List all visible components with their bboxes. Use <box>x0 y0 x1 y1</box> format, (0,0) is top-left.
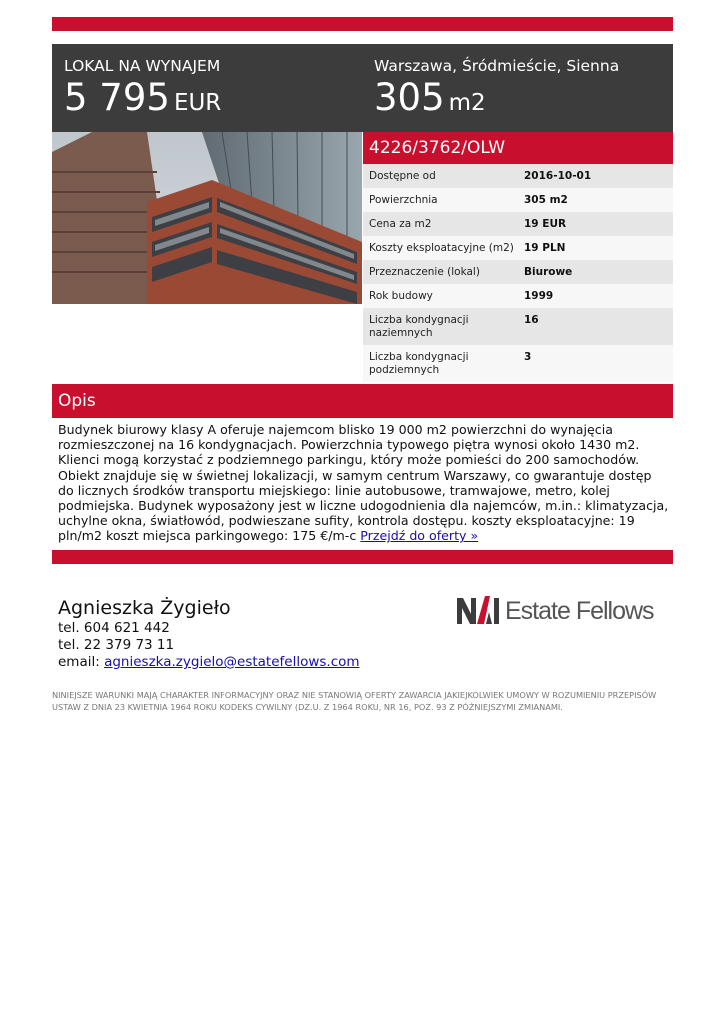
param-row <box>363 236 673 260</box>
area-unit: m2 <box>448 90 486 116</box>
contact-name: Agnieszka Żygieło <box>58 597 231 619</box>
company-logo <box>457 594 667 628</box>
description-text: Budynek biurowy klasy A oferuje najemcom blisko 19 000 m2 powierzchni do wynajęcia rozmieszczonej na 16 kondygnacjach. Powierzchnia typowego piętra wynosi około 1430 m2. Klienci mogą korzystać z podziemnego parkingu, który może pomieści do 200 samochodów. Obiekt znajduje się w świetnej lokalizacji, w samym centrum Warszawy, co gwarantuje dostęp do licznych środków transportu miejskiego: linie autobusowe, tramwajowe, metro, kolej podmiejska. Budynek wyposażony jest w liczne udogodnienia dla najemców, m.in.: klimatyzacja, uchylne okna, światłowód, podwieszane sufity, kontrola dostępu. koszty eksploatacyjne: 19 pln/m2 koszt miejsca parkingowego: 175 €/m-c <box>58 422 669 544</box>
param-value: 1999 <box>524 290 554 302</box>
contact-phone-mobile: tel. 604 621 442 <box>58 620 170 636</box>
param-value: 2016-10-01 <box>524 170 592 182</box>
param-label: Powierzchnia <box>369 194 438 206</box>
contact-phone-office: tel. 22 379 73 11 <box>58 637 175 653</box>
location-block <box>374 56 619 125</box>
area-value: 305 <box>374 76 445 119</box>
price-unit: EUR <box>173 90 222 116</box>
building-photo-illustration <box>52 132 362 304</box>
param-value: 19 EUR <box>524 218 567 230</box>
top-accent-bar <box>52 17 673 31</box>
email-label: email: <box>58 654 100 670</box>
param-row <box>363 284 673 308</box>
email-link[interactable]: agnieszka.zygielo@estatefellows.com <box>104 654 360 670</box>
price-block <box>64 56 221 125</box>
offer-header <box>52 44 673 132</box>
param-value: 19 PLN <box>524 242 566 254</box>
mid-accent-bar <box>52 550 673 564</box>
param-label: Liczba kondygnacji naziemnych <box>369 314 469 339</box>
param-row <box>363 260 673 284</box>
legal-disclaimer: NINIEJSZE WARUNKI MAJĄ CHARAKTER INFORMACYJNY ORAZ NIE STANOWIĄ OFERTY ZAWARCIA JAKIEJKOLWIEK UMOWY W ROZUMIENIU PRZEPISÓW USTAW Z DNIA 23 KWIETNIA 1964 ROKU KODEKS CYWILNY (DZ.U. Z 1964 ROKU, NR 16, POZ. 93 Z PÓŹNIEJSZYMI ZMIANAMI. <box>52 690 657 712</box>
offer-type: LOKAL NA WYNAJEM <box>64 57 221 75</box>
area <box>374 76 619 125</box>
param-value: 3 <box>524 351 532 363</box>
param-value: Biurowe <box>524 266 573 278</box>
param-row <box>363 164 673 188</box>
description-heading: Opis <box>52 384 673 418</box>
param-label: Rok budowy <box>369 290 433 302</box>
location: Warszawa, Śródmieście, Sienna <box>374 57 620 75</box>
param-row <box>363 345 673 382</box>
price-value: 5 795 <box>64 76 170 119</box>
param-row <box>363 188 673 212</box>
price <box>64 76 221 125</box>
building-photo <box>52 132 362 304</box>
param-label: Liczba kondygnacji podziemnych <box>369 351 469 376</box>
description <box>58 422 670 544</box>
param-value: 16 <box>524 314 539 326</box>
param-row <box>363 308 673 345</box>
offer-reference: 4226/3762/OLW <box>363 132 673 164</box>
param-label: Dostępne od <box>369 170 436 182</box>
param-label: Cena za m2 <box>369 218 432 230</box>
param-value: 305 m2 <box>524 194 568 206</box>
contact-block <box>58 596 360 671</box>
param-row <box>363 212 673 236</box>
param-label: Koszty eksploatacyjne (m2) <box>369 242 514 254</box>
params-table <box>363 164 673 382</box>
offer-link[interactable]: Przejdź do oferty » <box>360 528 479 544</box>
param-label: Przeznaczenie (lokal) <box>369 266 480 278</box>
contact-email-line <box>58 654 360 671</box>
logo-text: Estate Fellows <box>505 597 654 625</box>
nai-logo-mark <box>457 594 503 628</box>
